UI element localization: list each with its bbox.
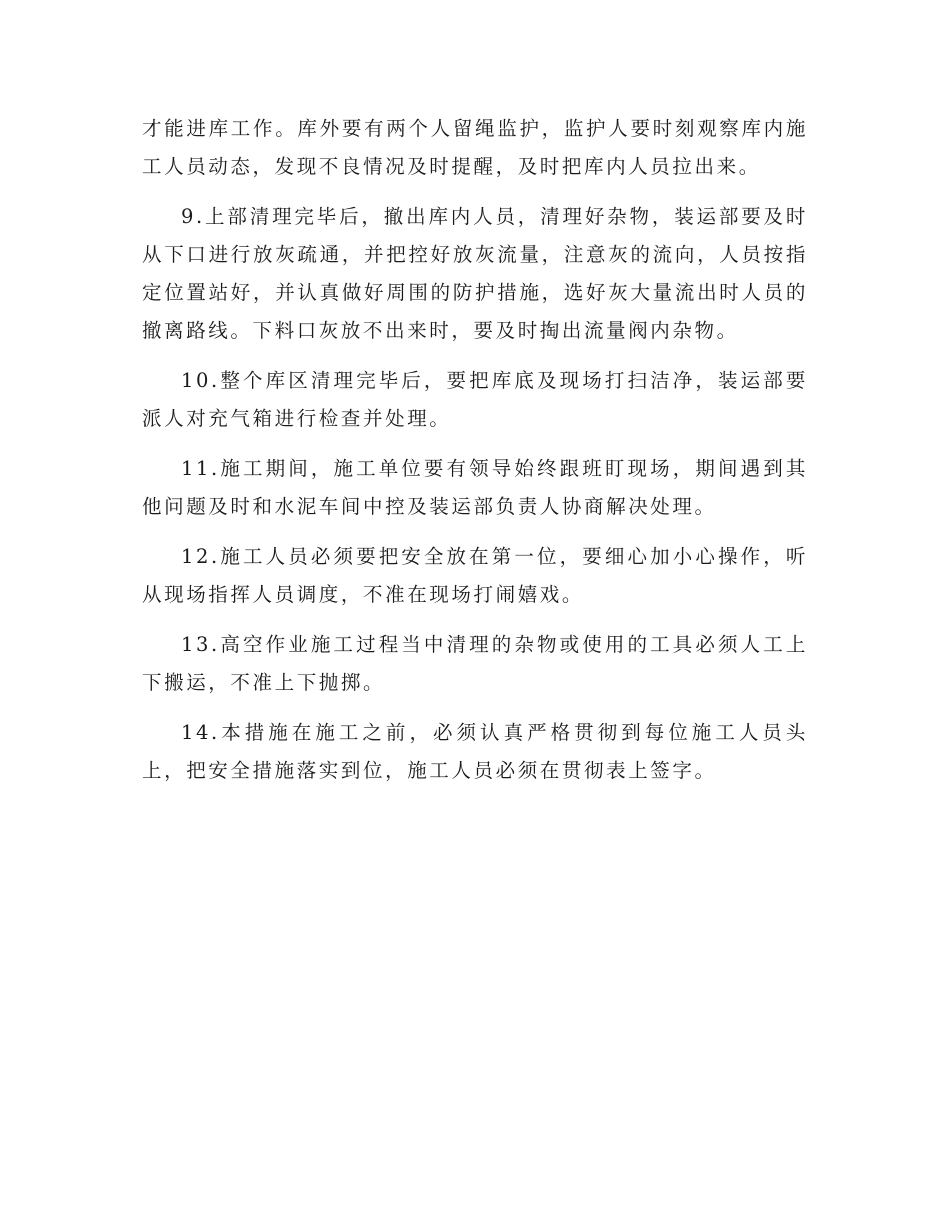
paragraph-item-12: 12.施工人员必须要把安全放在第一位，要细心加小心操作，听从现场指挥人员调度，不准在现场打闹嬉戏。: [142, 545, 808, 606]
paragraph-continuation: 才能进库工作。库外要有两个人留绳监护，监护人要时刻观察库内施工人员动态，发现不良情况及时提醒，及时把库内人员拉出来。: [142, 117, 808, 178]
paragraph-item-9: 9.上部清理完毕后，撤出库内人员，清理好杂物，装运部要及时从下口进行放灰疏通，并把控好放灰流量，注意灰的流向，人员按指定位置站好，并认真做好周围的防护措施，选好灰大量流出时人员的撤离路线。下料口灰放不出来时，要及时掏出流量阀内杂物。: [142, 205, 808, 342]
paragraph-item-11: 11.施工期间，施工单位要有领导始终跟班盯现场，期间遇到其他问题及时和水泥车间中控及装运部负责人协商解决处理。: [142, 457, 808, 518]
paragraph-item-10: 10.整个库区清理完毕后，要把库底及现场打扫洁净，装运部要派人对充气箱进行检查并处理。: [142, 369, 808, 430]
document-body: [142, 110, 808, 802]
paragraph-item-13: 13.高空作业施工过程当中清理的杂物或使用的工具必须人工上下搬运，不准上下抛掷。: [142, 633, 808, 694]
paragraph-item-14: 14.本措施在施工之前，必须认真严格贯彻到每位施工人员头上，把安全措施落实到位，施工人员必须在贯彻表上签字。: [142, 721, 808, 782]
